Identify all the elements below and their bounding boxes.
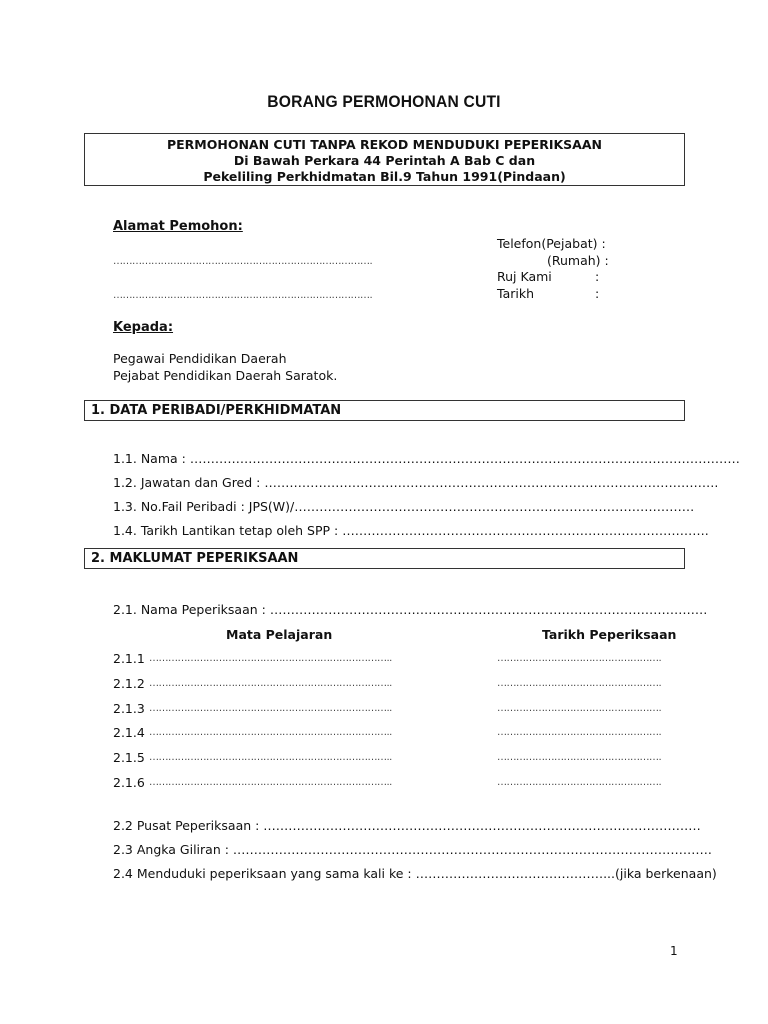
- exam-subject-field[interactable]: …………………………………………………………………..: [149, 752, 392, 763]
- header-box: [84, 133, 685, 186]
- field-name[interactable]: 1.1. Nama : ……………………………………………………………………………………………………………………: [113, 451, 740, 466]
- header-line-2: Di Bawah Perkara 44 Perintah A Bab C dan: [233, 153, 536, 168]
- exam-date-field[interactable]: …………………………………………….: [497, 777, 662, 788]
- exam-row-number: 2.1.2: [113, 676, 145, 691]
- page-number: 1: [670, 944, 678, 958]
- exam-subject-field[interactable]: …………………………………………………………………..: [149, 777, 392, 788]
- exam-date-field[interactable]: …………………………………………….: [497, 752, 662, 763]
- form-title: BORANG PERMOHONAN CUTI: [267, 92, 501, 111]
- exam-subject-field[interactable]: …………………………………………………………………..: [149, 653, 392, 664]
- section-1-header: [84, 400, 685, 421]
- field-attempt-number[interactable]: 2.4 Menduduki peperiksaan yang sama kali ke : ………………………………………...(jika berkenaan): [113, 866, 717, 881]
- field-appointment-date[interactable]: 1.4. Tarikh Lantikan tetap oleh SPP : …………………………………………………………………………….: [113, 523, 709, 538]
- phone-office-label: Telefon(Pejabat) :: [497, 236, 606, 251]
- exam-row-number: 2.1.5: [113, 750, 145, 765]
- header-line-1: PERMOHONAN CUTI TANPA REKOD MENDUDUKI PEPERIKSAAN: [166, 137, 602, 152]
- section-1-heading: 1. DATA PERIBADI/PERKHIDMATAN: [91, 403, 342, 418]
- phone-home-label: (Rumah) :: [547, 253, 609, 268]
- field-exam-name[interactable]: 2.1. Nama Peperiksaan : ……………………………………………………………………………………………: [113, 602, 708, 617]
- exam-date-field[interactable]: …………………………………………….: [497, 703, 662, 714]
- exam-date-field[interactable]: …………………………………………….: [497, 727, 662, 738]
- recipient-label: Kepada:: [113, 320, 174, 335]
- recipient-line-2: Pejabat Pendidikan Daerah Saratok.: [113, 368, 338, 383]
- header-line-3: Pekeliling Perkhidmatan Bil.9 Tahun 1991(Pindaan): [203, 169, 566, 184]
- our-ref-label: Ruj Kami: [497, 269, 552, 284]
- section-2-heading: 2. MAKLUMAT PEPERIKSAAN: [91, 551, 299, 566]
- field-index-number[interactable]: 2.3 Angka Giliran : …………………………………………………………………………………………………….: [113, 842, 712, 857]
- date-colon: :: [595, 286, 600, 301]
- address-line-2[interactable]: ……………………………………………………………………….: [113, 290, 373, 301]
- exam-date-field[interactable]: …………………………………………….: [497, 653, 662, 664]
- exam-subject-field[interactable]: …………………………………………………………………..: [149, 727, 392, 738]
- exam-subject-field[interactable]: …………………………………………………………………..: [149, 703, 392, 714]
- field-position-grade[interactable]: 1.2. Jawatan dan Gred : ……………………………………………………………………………………………….: [113, 475, 719, 490]
- exam-row-number: 2.1.1: [113, 651, 145, 666]
- column-exam-date: Tarikh Peperiksaan: [542, 627, 677, 642]
- recipient-line-1: Pegawai Pendidikan Daerah: [113, 351, 287, 366]
- address-line-1[interactable]: ……………………………………………………………………….: [113, 256, 373, 267]
- address-label: Alamat Pemohon:: [113, 219, 243, 234]
- field-exam-center[interactable]: 2.2 Pusat Peperiksaan : ……………………………………………………………………………………………: [113, 818, 701, 833]
- exam-row-number: 2.1.3: [113, 701, 145, 716]
- exam-date-field[interactable]: …………………………………………….: [497, 678, 662, 689]
- exam-row-number: 2.1.4: [113, 725, 145, 740]
- our-ref-colon: :: [595, 269, 600, 284]
- field-personal-file[interactable]: 1.3. No.Fail Peribadi : JPS(W)/……………………………………………………………………………………: [113, 499, 695, 514]
- date-label: Tarikh: [497, 286, 534, 301]
- section-2-header: [84, 548, 685, 569]
- exam-row-number: 2.1.6: [113, 775, 145, 790]
- exam-subject-field[interactable]: …………………………………………………………………..: [149, 678, 392, 689]
- column-subject: Mata Pelajaran: [226, 627, 333, 642]
